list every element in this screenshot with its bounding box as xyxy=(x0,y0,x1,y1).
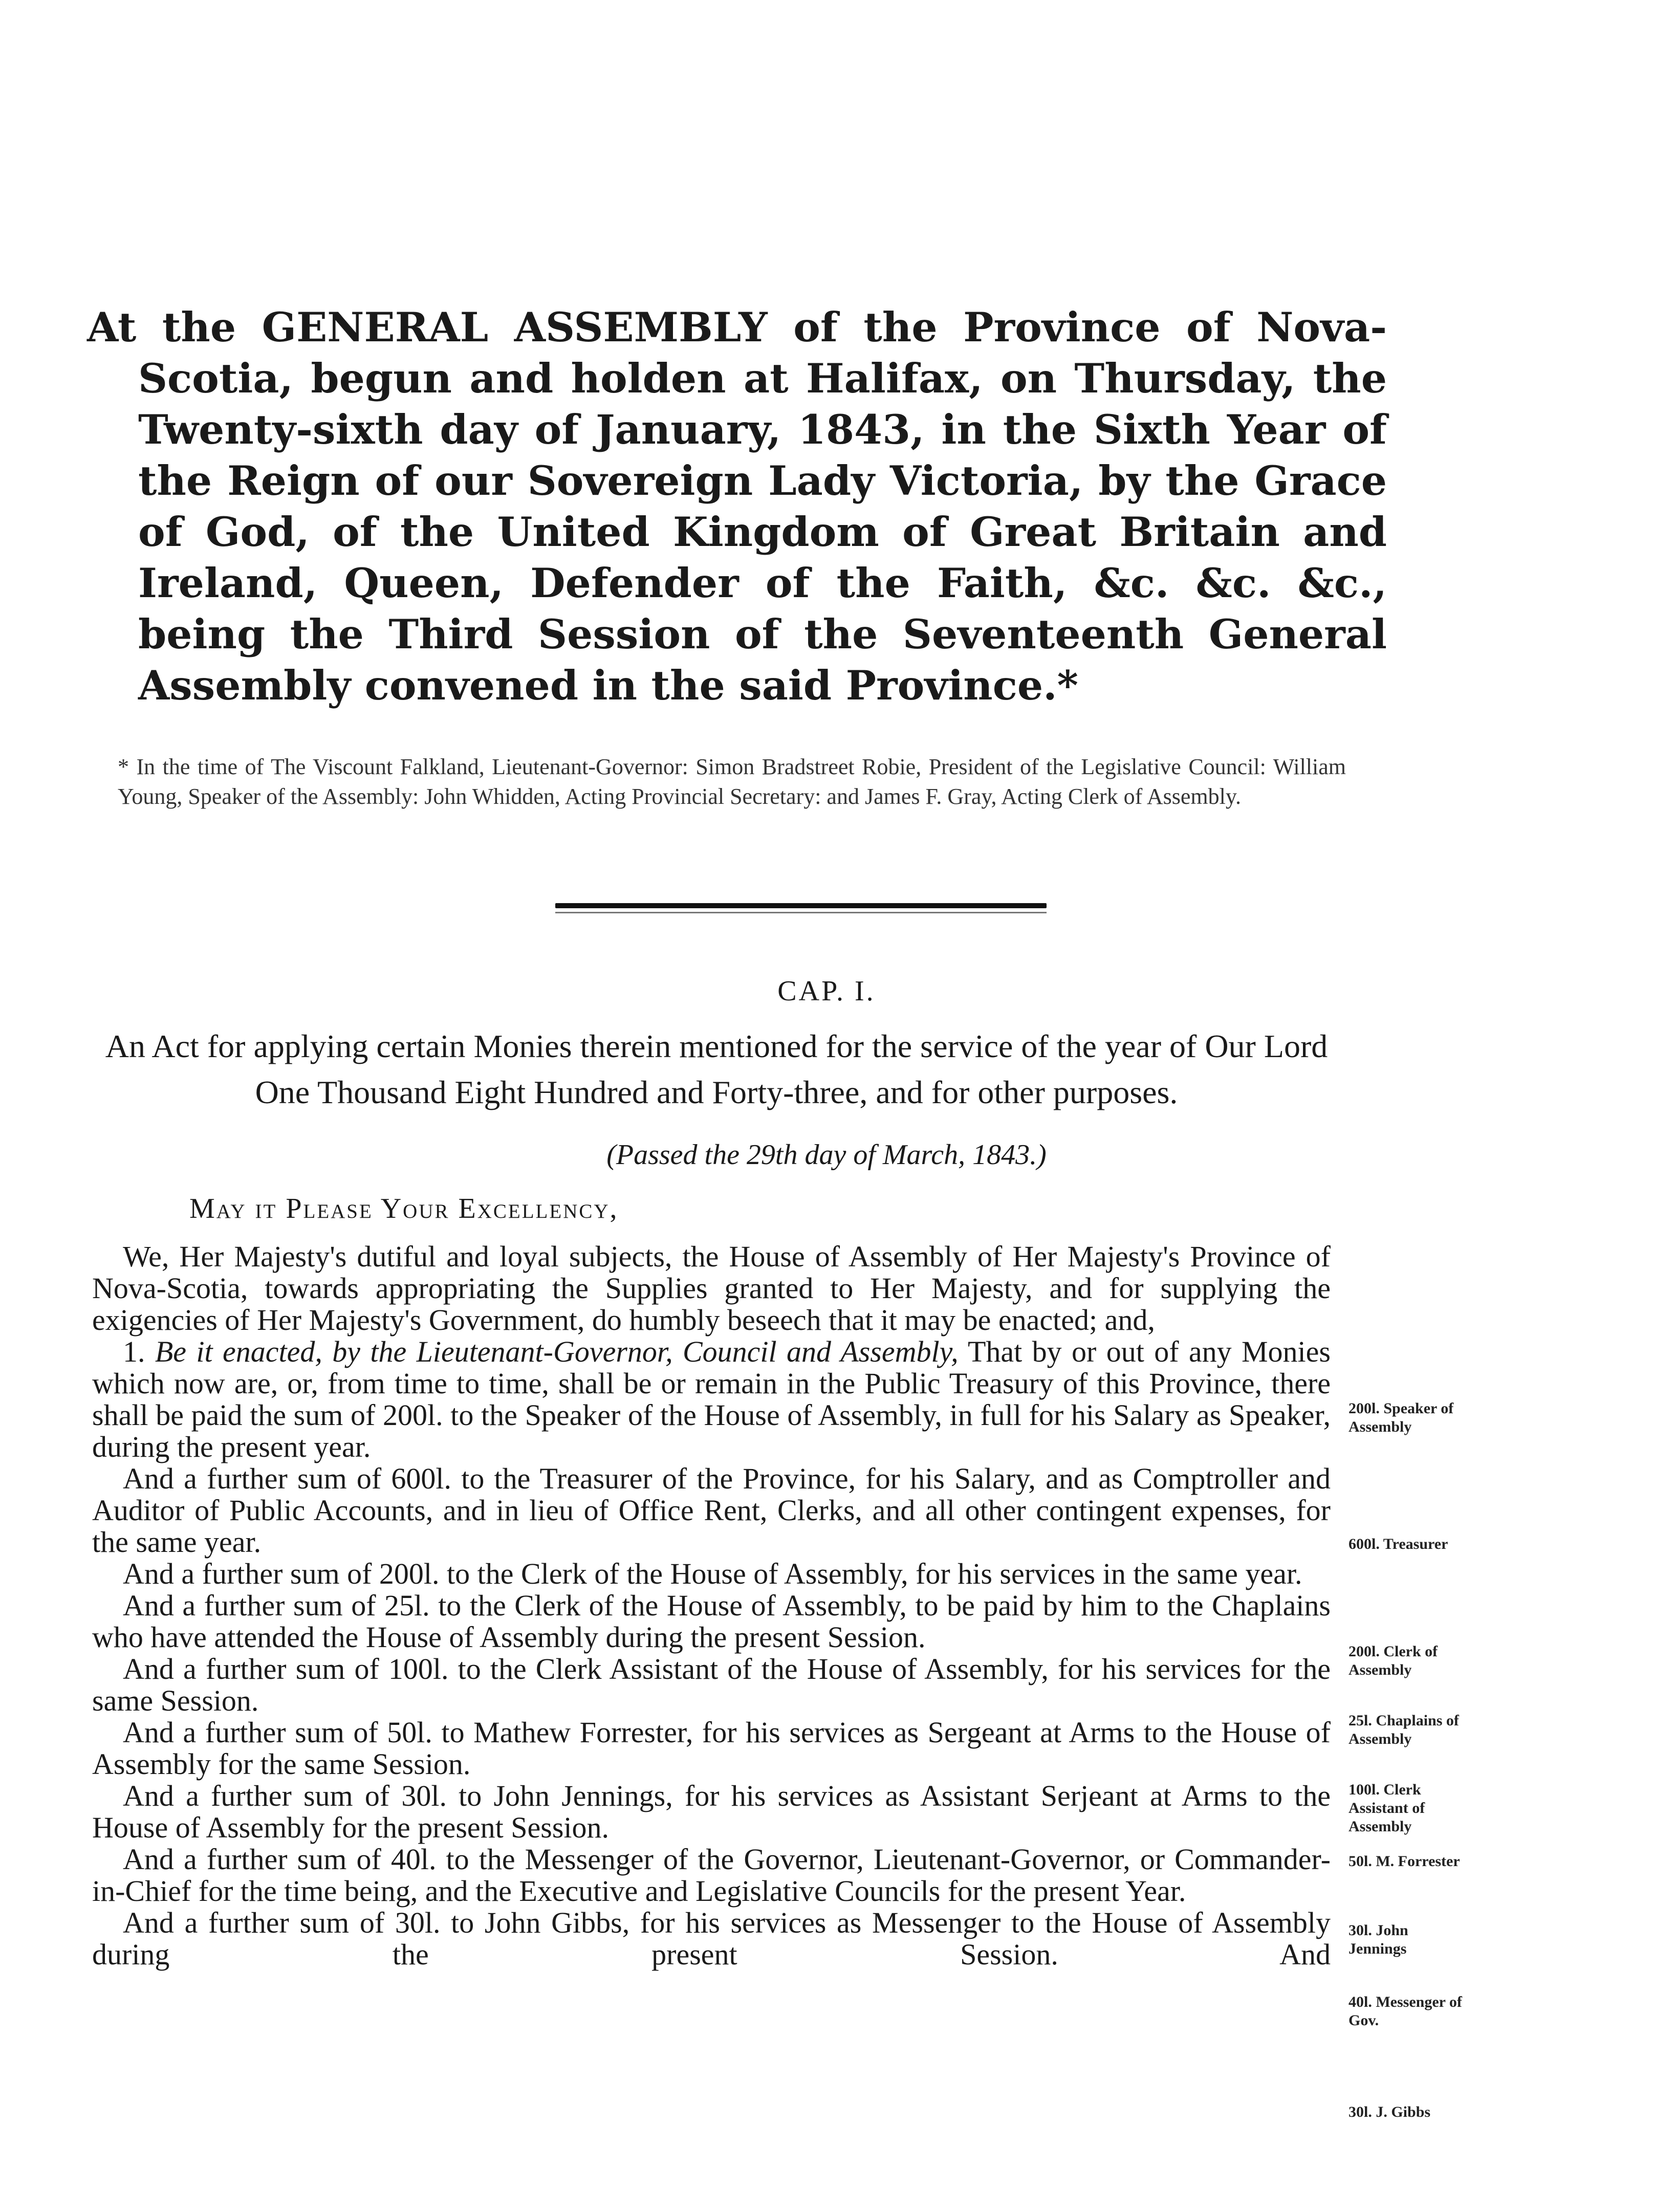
section-1 xyxy=(92,1336,1331,1463)
section-1-text: That by or out of any Monies which now are, or, from time to time, shall be or remain in the Public Treasury of this Province, there shall be paid the sum of 200l. to the Speaker of the House of Assembly, in full for his Salary as Speaker, during the present year. xyxy=(92,1335,1331,1463)
margin-note: 200l. Speaker of Assembly xyxy=(1348,1400,1454,1435)
salutation: May it Please Your Excellency, xyxy=(189,1193,619,1224)
margin-note: 25l. Chaplains of Assembly xyxy=(1348,1712,1459,1747)
paragraph-forrester: And a further sum of 50l. to Mathew Forrester, for his services as Sergeant at Arms to the House of Assembly for the same Session. xyxy=(92,1716,1331,1781)
act-body xyxy=(92,1241,1331,1970)
margin-note: 30l. J. Gibbs xyxy=(1348,2104,1431,2120)
margin-note: 40l. Messenger of Gov. xyxy=(1348,1994,1462,2029)
assembly-heading: At the GENERAL ASSEMBLY of the Province of Nova-Scotia, begun and holden at Halifax, on Thursday, the Twenty-sixth day of January, 1843, in the Sixth Year of the Reign of our Sovereign Lady Victoria, by the Grace of God, of the United Kingdom of Great Britain and Ireland, Queen, Defender of the Faith, &c. &c. &c., being the Third Session of the Seventeenth General Assembly convened in the said Province.* xyxy=(87,303,1387,709)
margin-note: 50l. M. Forrester xyxy=(1348,1853,1460,1870)
paragraph-jennings: And a further sum of 30l. to John Jennings, for his services as Assistant Serjeant at Arms to the House of Assembly for the present Session. xyxy=(92,1779,1331,1844)
paragraph-chaplains: And a further sum of 25l. to the Clerk of the House of Assembly, to be paid by him to the Chaplains who have attended the House of Assembly during the present Session. xyxy=(92,1589,1331,1654)
passed-date: (Passed the 29th day of March, 1843.) xyxy=(606,1139,1047,1171)
section-number: 1. xyxy=(123,1335,145,1368)
preamble: We, Her Majesty's dutiful and loyal subjects, the House of Assembly of Her Majesty's Province of Nova-Scotia, towards appropriating the Supplies granted to Her Majesty, and for supplying the exigencies of Her Majesty's Government, do humbly beseech that it may be enacted; and, xyxy=(92,1240,1331,1337)
paragraph-clerk-assistant: And a further sum of 100l. to the Clerk Assistant of the House of Assembly, for his services for the same Session. xyxy=(92,1652,1331,1717)
margin-note: 100l. Clerk Assistant of Assembly xyxy=(1348,1781,1425,1835)
paragraph-messenger: And a further sum of 40l. to the Messenger of the Governor, Lieutenant-Governor, or Commander-in-Chief for the time being, and the Executive and Legislative Councils for the present Year. xyxy=(92,1843,1331,1908)
paragraph-treasurer: And a further sum of 600l. to the Treasurer of the Province, for his Salary, and as Comptroller and Auditor of Public Accounts, and in lieu of Office Rent, Clerks, and all other contingent expenses, for the same year. xyxy=(92,1462,1331,1559)
enacting-clause: Be it enacted, by the Lieutenant-Governor, Council and Assembly, xyxy=(155,1335,959,1368)
paragraph-gibbs: And a further sum of 30l. to John Gibbs, for his services as Messenger to the House of Assembly during the present Session. And xyxy=(92,1906,1331,1971)
paragraph-clerk: And a further sum of 200l. to the Clerk of the House of Assembly, for his services in the same year. xyxy=(123,1557,1302,1590)
act-title: An Act for applying certain Monies therein mentioned for the service of the year of Our Lord One Thousand Eight Hundred and Forty-three, and for other purposes. xyxy=(105,1028,1328,1110)
divider-rule xyxy=(555,903,1047,908)
footnote: * In the time of The Viscount Falkland, Lieutenant-Governor: Simon Bradstreet Robie, President of the Legislative Council: William Young, Speaker of the Assembly: John Whidden, Acting Provincial Secretary: and James F. Gray, Acting Clerk of Assembly. xyxy=(118,754,1346,809)
divider-rule-thin xyxy=(555,912,1047,913)
chapter-number: CAP. I. xyxy=(777,975,876,1007)
margin-note: 200l. Clerk of Assembly xyxy=(1348,1643,1438,1678)
margin-note: 600l. Treasurer xyxy=(1348,1536,1448,1552)
margin-note: 30l. John Jennings xyxy=(1348,1922,1408,1957)
